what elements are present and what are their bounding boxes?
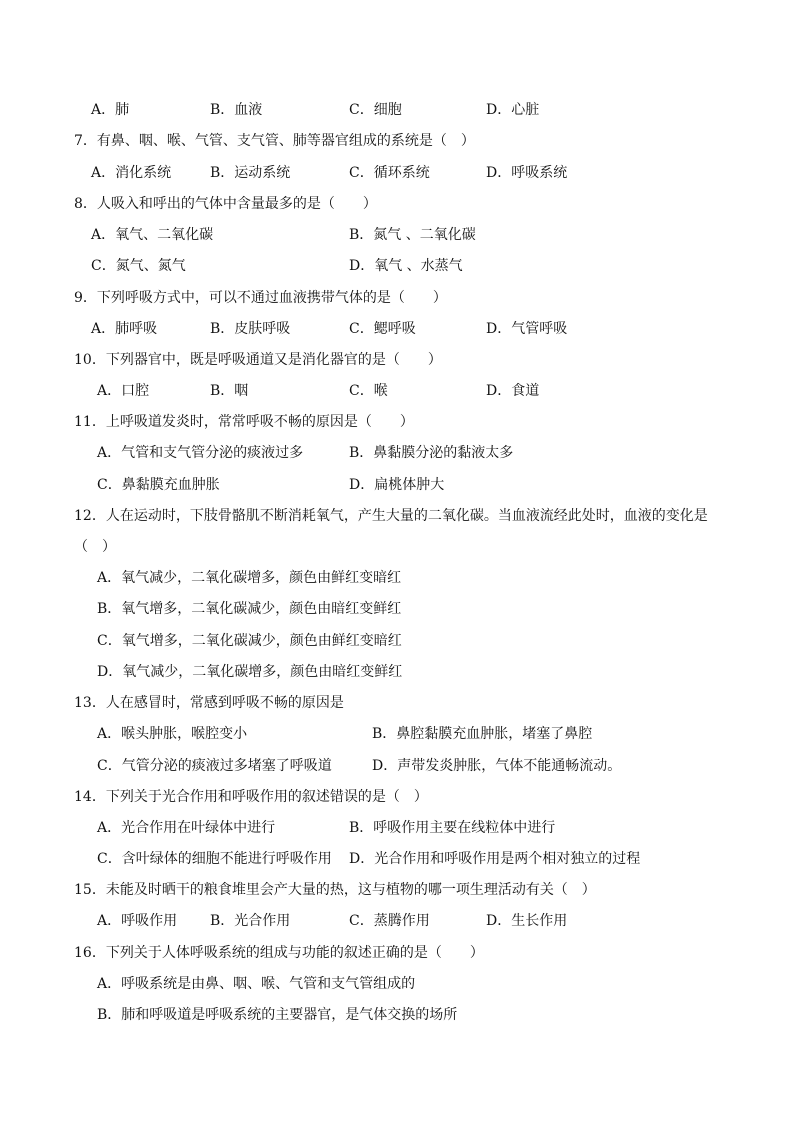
q11-option-a: A．气管和支气管分泌的痰液过多 <box>97 445 304 461</box>
q8-option-a: A．氧气、二氧化碳 <box>91 227 214 243</box>
q8-option-b: B．氮气 、二氧化碳 <box>349 227 476 243</box>
q9-option-b: B．皮肤呼吸 <box>210 321 291 337</box>
q6-option-d: D．心脏 <box>486 102 540 118</box>
q7-option-a: A．消化系统 <box>91 165 172 181</box>
q16-option-a: A．呼吸系统是由鼻、咽、喉、气管和支气管组成的 <box>97 976 416 992</box>
q13-stem: 13．人在感冒时，常感到呼吸不畅的原因是 <box>74 695 344 711</box>
q12-stem-paren: （ ） <box>74 539 116 555</box>
q11-option-b: B．鼻黏膜分泌的黏液太多 <box>349 445 514 461</box>
q11-option-d: D．扁桃体肿大 <box>349 477 445 493</box>
q10-option-d: D．食道 <box>486 383 540 399</box>
q14-option-a: A．光合作用在叶绿体中进行 <box>97 820 276 836</box>
q11-option-c: C．鼻黏膜充血肿胀 <box>97 477 220 493</box>
q7-option-d: D．呼吸系统 <box>486 165 568 181</box>
q13-option-c: C．气管分泌的痰液过多堵塞了呼吸道 <box>97 758 332 774</box>
q9-option-c: C．鳃呼吸 <box>349 321 416 337</box>
q14-option-c: C．含叶绿体的细胞不能进行呼吸作用 <box>97 851 332 867</box>
q13-option-d: D．声带发炎肿胀，气体不能通畅流动。 <box>372 758 622 774</box>
q12-option-d: D．氧气减少，二氧化碳增多，颜色由暗红变鲜红 <box>97 664 403 680</box>
q14-option-b: B．呼吸作用主要在线粒体中进行 <box>349 820 556 836</box>
q8-option-c: C．氮气、氮气 <box>91 258 186 274</box>
q10-option-c: C．喉 <box>349 383 388 399</box>
q14-stem: 14．下列关于光合作用和呼吸作用的叙述错误的是（ ） <box>74 789 428 805</box>
q15-option-a: A．呼吸作用 <box>97 913 178 929</box>
q16-option-b: B．肺和呼吸道是呼吸系统的主要器官，是气体交换的场所 <box>97 1007 458 1023</box>
q13-option-b: B．鼻腔黏膜充血肿胀，堵塞了鼻腔 <box>372 726 593 742</box>
q9-stem: 9．下列呼吸方式中，可以不通过血液携带气体的是（ ） <box>74 290 447 306</box>
q15-stem: 15．未能及时晒干的粮食堆里会产大量的热，这与植物的哪一项生理活动有关（ ） <box>74 882 596 898</box>
q15-option-d: D．生长作用 <box>486 913 568 929</box>
q13-option-a: A．喉头肿胀，喉腔变小 <box>97 726 248 742</box>
q7-option-b: B．运动系统 <box>210 165 291 181</box>
q14-option-d: D．光合作用和呼吸作用是两个相对独立的过程 <box>349 851 641 867</box>
q7-option-c: C．循环系统 <box>349 165 430 181</box>
q10-option-a: A．口腔 <box>97 383 150 399</box>
q11-stem: 11．上呼吸道发炎时，常常呼吸不畅的原因是（ ） <box>74 414 414 430</box>
q8-stem: 8．人吸入和呼出的气体中含量最多的是（ ） <box>74 196 377 212</box>
q9-option-d: D．气管呼吸 <box>486 321 568 337</box>
q6-option-a: A．肺 <box>91 102 130 118</box>
q15-option-c: C．蒸腾作用 <box>349 913 430 929</box>
q8-option-d: D．氧气 、水蒸气 <box>349 258 463 274</box>
q15-option-b: B．光合作用 <box>210 913 291 929</box>
q6-option-b: B．血液 <box>210 102 263 118</box>
q9-option-a: A．肺呼吸 <box>91 321 158 337</box>
q10-stem: 10．下列器官中，既是呼吸通道又是消化器官的是（ ） <box>74 352 442 368</box>
q6-option-c: C．细胞 <box>349 102 402 118</box>
q12-stem: 12．人在运动时，下肢骨骼肌不断消耗氧气，产生大量的二氧化碳。当血液流经此处时，血液的变化是 <box>74 508 708 524</box>
q12-option-b: B．氧气增多，二氧化碳减少，颜色由暗红变鲜红 <box>97 601 402 617</box>
q12-option-c: C．氧气增多，二氧化碳减少，颜色由鲜红变暗红 <box>97 633 402 649</box>
q10-option-b: B．咽 <box>210 383 249 399</box>
q16-stem: 16．下列关于人体呼吸系统的组成与功能的叙述正确的是（ ） <box>74 945 484 961</box>
q7-stem: 7．有鼻、咽、喉、气管、支气管、肺等器官组成的系统是（ ） <box>74 133 475 149</box>
q12-option-a: A．氧气减少，二氧化碳增多，颜色由鲜红变暗红 <box>97 570 402 586</box>
